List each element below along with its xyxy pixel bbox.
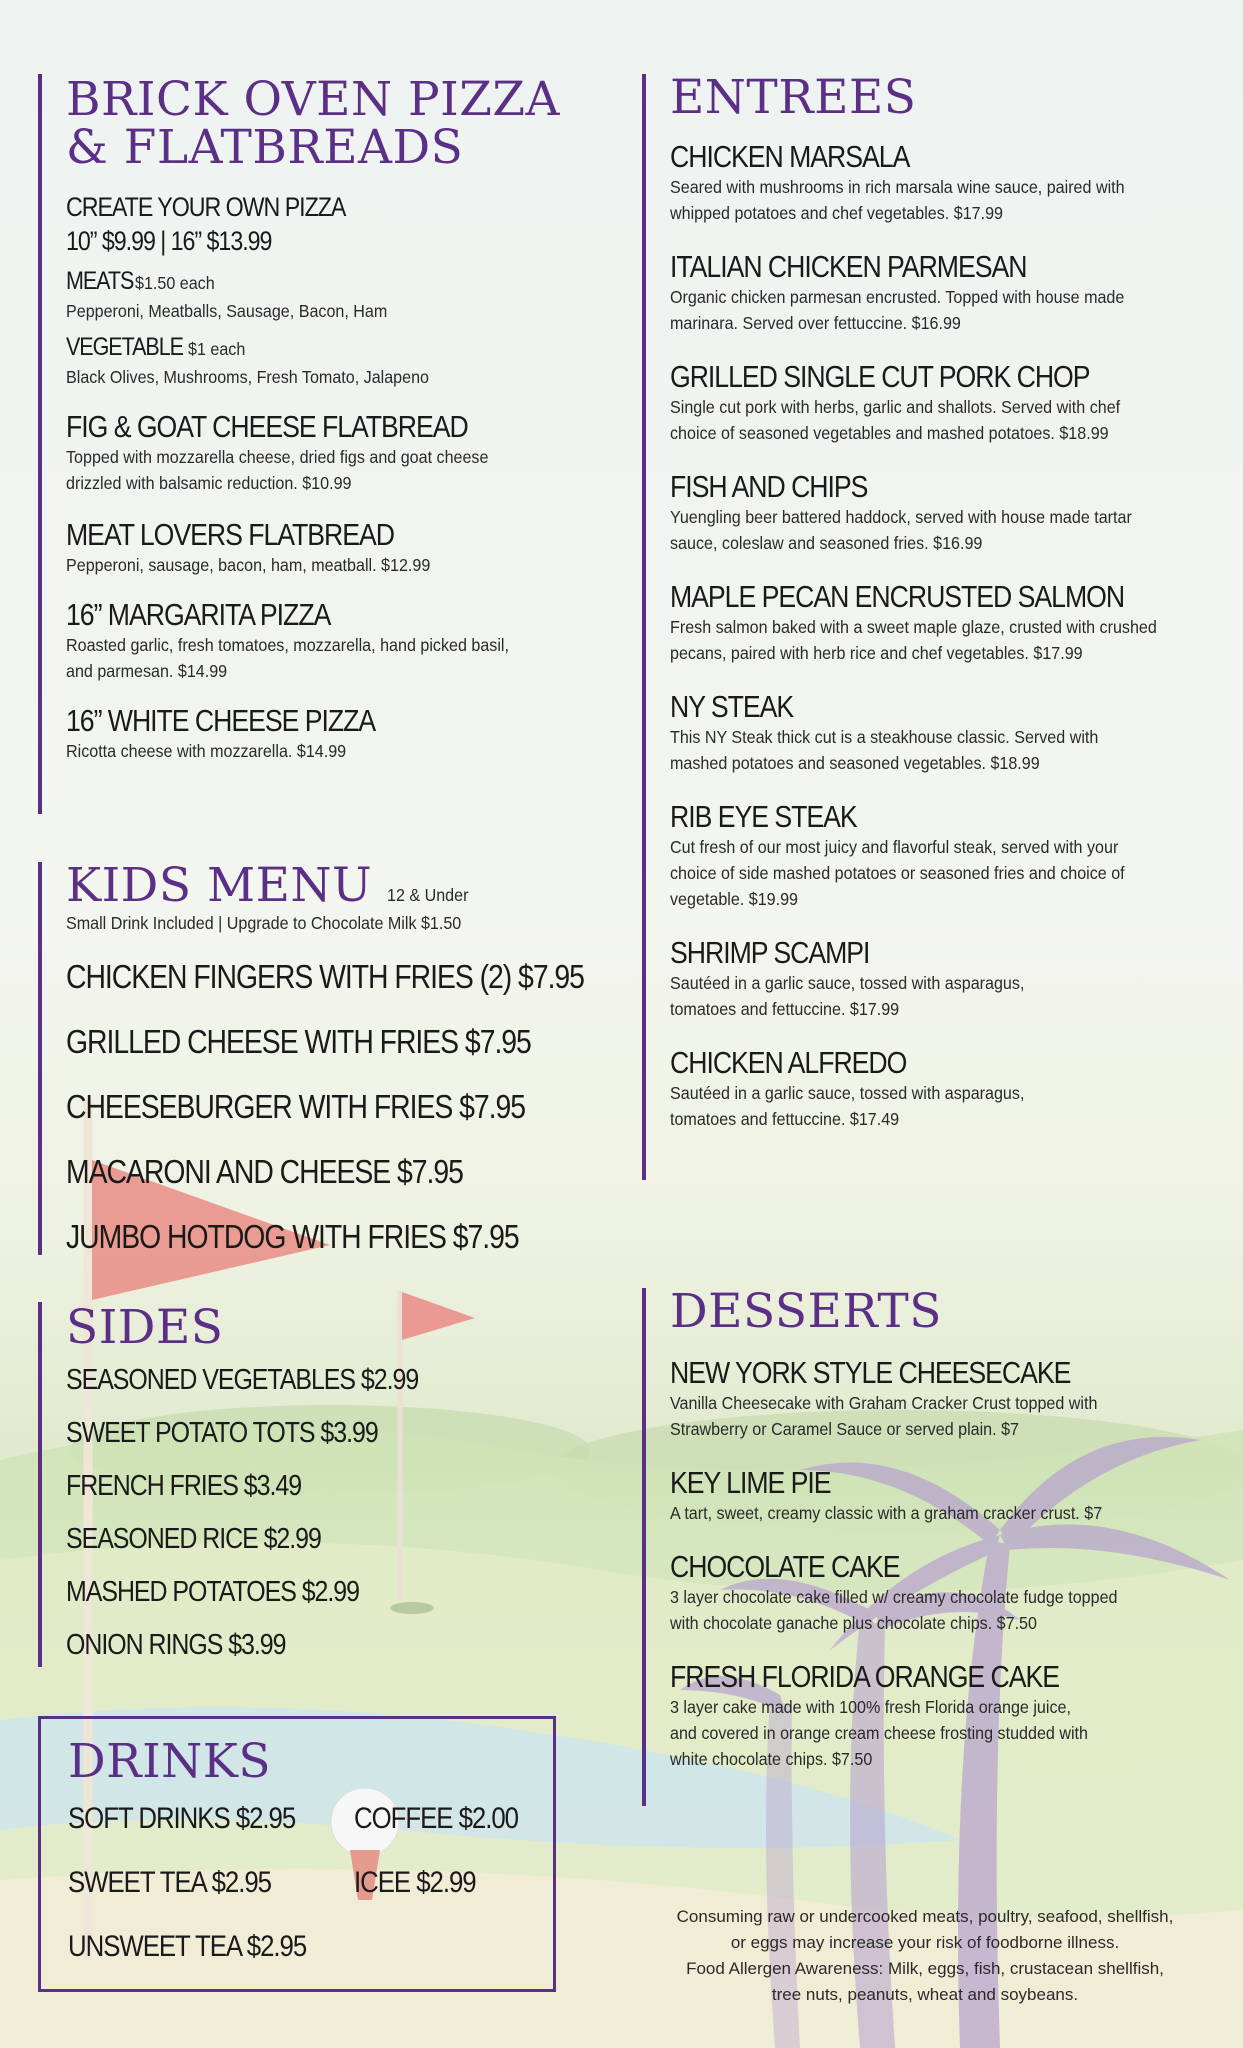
item-description: Roasted garlic, fresh tomatoes, mozzarella, hand picked basil, and parmesan. $14.99 <box>66 635 509 681</box>
vegetable-label: VEGETABLE <box>66 333 183 361</box>
kids-item: JUMBO HOTDOG WITH FRIES $7.95 <box>66 1218 519 1255</box>
side-item: SWEET POTATO TOTS $3.99 <box>66 1417 378 1449</box>
item-description: A tart, sweet, creamy classic with a graham cracker crust. $7 <box>670 1503 1103 1523</box>
kids-menu-section <box>38 858 586 1255</box>
sides-heading: SIDES <box>66 1300 224 1355</box>
item-title: MAPLE PECAN ENCRUSTED SALMON <box>670 579 1125 614</box>
item-title: CHICKEN ALFREDO <box>670 1045 907 1080</box>
disclaimer-line: or eggs may increase your risk of foodborne illness. <box>730 1933 1120 1952</box>
drinks-box <box>38 1716 556 1992</box>
item-description: Vanilla Cheesecake with Graham Cracker Crust topped with Strawberry or Caramel Sauce or served plain. $7 <box>670 1393 1098 1439</box>
drink-item: SWEET TEA $2.95 <box>68 1866 271 1899</box>
pizza-section <box>38 74 586 814</box>
item-title: GRILLED SINGLE CUT PORK CHOP <box>670 359 1090 394</box>
menu-item <box>66 704 586 764</box>
kids-item: CHEESEBURGER WITH FRIES $7.95 <box>66 1088 525 1125</box>
menu-item <box>670 1466 1210 1526</box>
side-item: ONION RINGS $3.99 <box>66 1629 286 1661</box>
vegetable-list: Black Olives, Mushrooms, Fresh Tomato, Jalapeno <box>66 367 429 387</box>
create-pizza-title: CREATE YOUR OWN PIZZA <box>66 192 346 222</box>
disclaimer-line: tree nuts, peanuts, wheat and soybeans. <box>771 1985 1079 2004</box>
item-title: NEW YORK STYLE CHEESECAKE <box>670 1355 1071 1390</box>
item-description: Pepperoni, sausage, bacon, ham, meatball. $12.99 <box>66 555 431 575</box>
item-description: Ricotta cheese with mozzarella. $14.99 <box>66 741 347 761</box>
item-title: KEY LIME PIE <box>670 1465 831 1500</box>
vegetable-price: $1 each <box>188 339 246 359</box>
menu-item <box>670 1046 1210 1132</box>
kids-drink-note: Small Drink Included | Upgrade to Chocolate Milk $1.50 <box>66 913 462 933</box>
item-title: CHOCOLATE CAKE <box>670 1549 900 1584</box>
desserts-heading: DESSERTS <box>670 1284 942 1339</box>
kids-age-note: 12 & Under <box>386 885 469 905</box>
item-description: Cut fresh of our most juicy and flavorful steak, served with your choice of side mashed potatoes or seasoned fries and choice of vegetable. $19.99 <box>670 837 1125 909</box>
menu-item <box>670 690 1210 776</box>
desserts-section <box>642 1284 1210 1806</box>
item-description: Seared with mushrooms in rich marsala wine sauce, paired with whipped potatoes and chef vegetables. $17.99 <box>670 177 1125 223</box>
menu-item <box>670 470 1210 556</box>
item-title: 16” WHITE CHEESE PIZZA <box>66 703 376 738</box>
menu-item <box>66 518 586 578</box>
disclaimer-line: Food Allergen Awareness: Milk, eggs, fish, crustacean shellfish, <box>686 1959 1164 1978</box>
side-item: SEASONED RICE $2.99 <box>66 1523 321 1555</box>
item-title: RIB EYE STEAK <box>670 799 857 834</box>
item-description: Yuengling beer battered haddock, served with house made tartar sauce, coleslaw and seasoned fries. $16.99 <box>670 507 1132 553</box>
kids-item: GRILLED CHEESE WITH FRIES $7.95 <box>66 1023 531 1060</box>
menu-item <box>66 598 586 684</box>
menu-item <box>670 360 1210 446</box>
create-pizza-price: 10” $9.99 | 16” $13.99 <box>66 226 272 256</box>
item-title: FISH AND CHIPS <box>670 469 868 504</box>
item-title: FIG & GOAT CHEESE FLATBREAD <box>66 409 468 444</box>
kids-item: CHICKEN FINGERS WITH FRIES (2) $7.95 <box>66 958 584 995</box>
item-title: ITALIAN CHICKEN PARMESAN <box>670 249 1027 284</box>
menu-item <box>670 936 1210 1022</box>
item-description: Organic chicken parmesan encrusted. Topped with house made marinara. Served over fettuccine. $16.99 <box>670 287 1125 333</box>
item-description: 3 layer cake made with 100% fresh Florida orange juice, and covered in orange cream cheese frosting studded with white chocolate chips. $7.50 <box>670 1697 1088 1769</box>
meats-price: $1.50 each <box>134 273 215 293</box>
item-description: Fresh salmon baked with a sweet maple glaze, crusted with crushed pecans, paired with herb rice and chef vegetables. $17.99 <box>670 617 1157 663</box>
item-description: This NY Steak thick cut is a steakhouse classic. Served with mashed potatoes and seasoned vegetables. $18.99 <box>670 727 1099 773</box>
drinks-heading: DRINKS <box>68 1734 272 1789</box>
item-title: SHRIMP SCAMPI <box>670 935 870 970</box>
disclaimer-line: Consuming raw or undercooked meats, poultry, seafood, shellfish, <box>676 1907 1174 1926</box>
item-title: MEAT LOVERS FLATBREAD <box>66 517 394 552</box>
side-item: MASHED POTATOES $2.99 <box>66 1576 359 1608</box>
item-description: Sautéed in a garlic sauce, tossed with asparagus, tomatoes and fettuccine. $17.99 <box>670 973 1025 1019</box>
menu-item <box>670 580 1210 666</box>
drink-item: ICEE $2.99 <box>354 1866 476 1899</box>
menu-item <box>670 1356 1210 1442</box>
drink-item: UNSWEET TEA $2.95 <box>68 1930 307 1963</box>
item-description: Topped with mozzarella cheese, dried figs and goat cheese drizzled with balsamic reduction. $10.99 <box>66 447 489 493</box>
pizza-heading: BRICK OVEN PIZZA & FLATBREADS <box>66 72 560 175</box>
side-item: SEASONED VEGETABLES $2.99 <box>66 1364 419 1396</box>
item-description: 3 layer chocolate cake filled w/ creamy chocolate fudge topped with chocolate ganache plus chocolate chips. $7.50 <box>670 1587 1118 1633</box>
item-title: NY STEAK <box>670 689 794 724</box>
item-description: Single cut pork with herbs, garlic and shallots. Served with chef choice of seasoned vegetables and mashed potatoes. $18.99 <box>670 397 1121 443</box>
item-title: 16” MARGARITA PIZZA <box>66 597 331 632</box>
menu-item <box>670 250 1210 336</box>
meats-list: Pepperoni, Meatballs, Sausage, Bacon, Ham <box>66 301 388 321</box>
sides-section <box>38 1302 466 1667</box>
kids-item: MACARONI AND CHEESE $7.95 <box>66 1153 463 1190</box>
menu-item <box>66 410 586 496</box>
item-description: Sautéed in a garlic sauce, tossed with asparagus, tomatoes and fettuccine. $17.49 <box>670 1083 1025 1129</box>
item-title: CHICKEN MARSALA <box>670 139 910 174</box>
drink-item: COFFEE $2.00 <box>354 1802 518 1835</box>
entrees-section <box>642 70 1210 1180</box>
drink-item: SOFT DRINKS $2.95 <box>68 1802 296 1835</box>
menu-item <box>670 1550 1210 1636</box>
menu-item <box>670 1660 1210 1772</box>
entrees-heading: ENTREES <box>670 70 917 125</box>
menu-item <box>670 800 1210 912</box>
item-title: FRESH FLORIDA ORANGE CAKE <box>670 1659 1060 1694</box>
kids-menu-heading: KIDS MENU <box>66 858 373 913</box>
meats-label: MEATS <box>66 267 134 295</box>
menu-item <box>670 140 1210 226</box>
side-item: FRENCH FRIES $3.49 <box>66 1470 302 1502</box>
food-safety-disclaimer <box>640 1904 1210 2008</box>
